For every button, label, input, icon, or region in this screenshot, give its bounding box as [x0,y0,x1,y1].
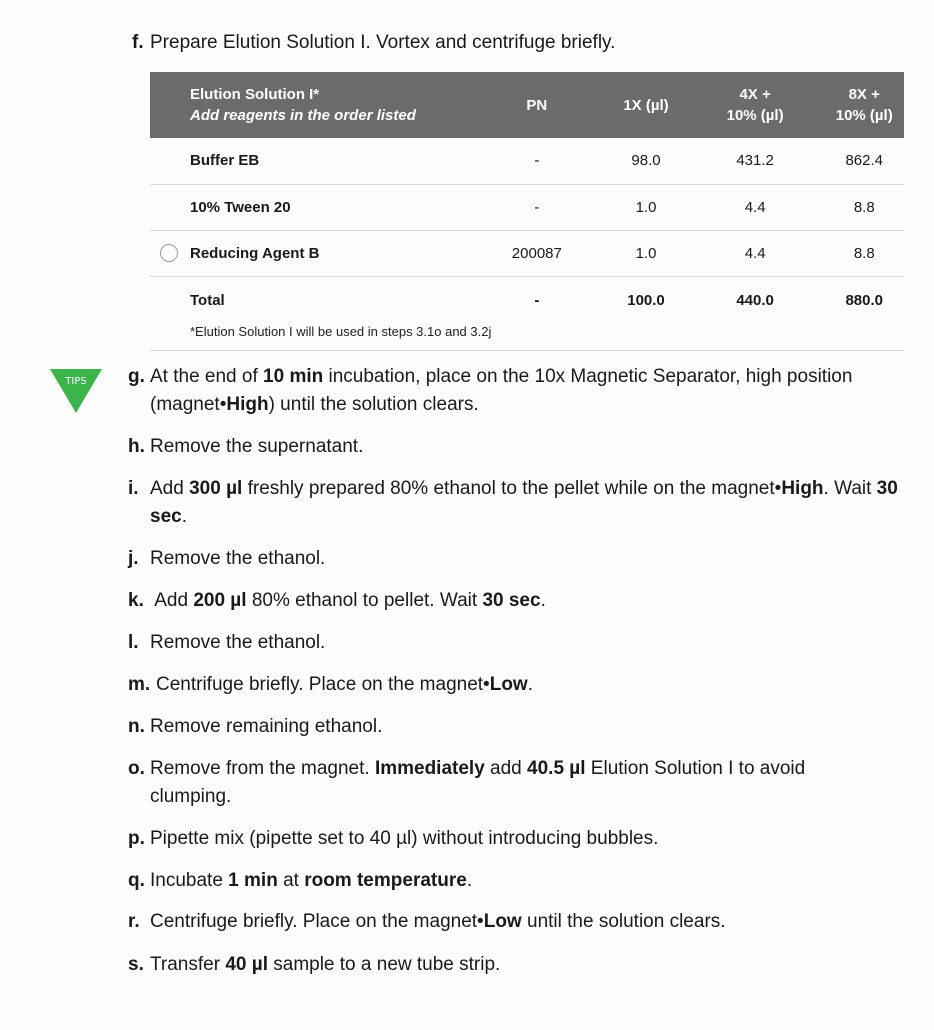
step-i [128,475,908,531]
total-4x: 440.0 [736,291,774,309]
step-text [128,755,848,811]
header-reagent-subtitle: Add reagents in the order listed [190,107,416,124]
header-4x [686,72,825,138]
step-text [128,671,908,699]
step-text-part: sample to a new tube strip. [267,954,501,975]
header-pn: PN [526,96,548,114]
total-pn: - [534,291,540,309]
step-text [128,908,908,936]
reagent-8x: 862.4 [845,152,884,170]
step-text [128,951,908,979]
step-text-bold: High [781,478,824,499]
step-text-part: Centrifuge briefly. Place on the magnet• [156,674,490,695]
step-text-bold: 40.5 µl [527,758,586,779]
step-letter: r. [128,911,140,932]
table-footnote: *Elution Solution I will be used in steps 3.1o and 3.2j [190,324,492,339]
step-letter: k. [128,590,144,611]
step-letter: i. [128,478,139,499]
step-text-bold: room temperature [304,870,467,891]
step-text: Remove the supernatant. [150,436,364,457]
step-text-part: . [466,870,473,891]
reagent-radio-button[interactable] [160,244,178,262]
step-text-part: At the end of [150,366,264,387]
step-text [128,475,908,531]
step-text-bold: High [226,394,269,415]
step-text: Prepare Elution Solution I. Vortex and centrifuge briefly. [150,32,616,53]
reagent-4x: 4.4 [744,244,766,262]
reagent-name-cell [150,230,467,276]
total-8x: 880.0 [845,291,884,309]
table-total-row [150,276,904,324]
header-8x [824,72,904,138]
table-header-row [150,72,904,138]
reagent-8x: 8.8 [853,198,875,216]
step-letter: p. [128,828,145,849]
reagent-pn: - [534,198,540,216]
step-letter: m. [128,674,151,695]
table-row [150,184,904,230]
header-4x-line2: 10% (µl) [726,107,784,124]
reagent-4x: 431.2 [736,152,774,170]
step-text-part: . [181,506,187,527]
step-text-part: at [277,870,305,891]
total-label: Total [190,291,225,309]
step-text: Pipette mix (pipette set to 40 µl) without introducing bubbles. [150,828,659,849]
step-k [128,587,908,615]
tips-icon[interactable] [50,369,102,413]
step-f [132,29,902,57]
step-text-bold: 300 µl [189,478,243,499]
step-text-bold: 10 min [263,366,324,387]
step-text-bold: Low [489,674,528,695]
step-text-part: Add [150,590,194,611]
step-o [128,755,848,811]
step-text-bold: Low [483,911,522,932]
header-4x-line1: 4X + [739,86,771,103]
step-letter: j. [128,548,139,569]
step-text-part: Remove from the magnet. [150,758,375,779]
step-text-bold: 200 µl [193,590,247,611]
step-text [128,363,908,419]
step-text-part: Transfer [150,954,226,975]
step-text-part: add [484,758,528,779]
reagent-1x: 1.0 [635,198,657,216]
total-1x: 100.0 [627,291,665,309]
reagent-name: Buffer EB [190,152,260,170]
reagent-8x: 8.8 [853,244,875,262]
elution-solution-table [150,72,904,351]
step-h [128,433,908,461]
reagent-pn: 200087 [511,244,562,262]
step-text-part: Incubate [150,870,229,891]
step-text-bold: 30 sec [482,590,541,611]
step-text-bold: 30 sec [150,478,898,527]
step-text-part: incubation, place on the 10x Magnetic Separator, high position (magnet• [150,366,853,415]
step-g [128,363,908,419]
step-letter: h. [128,436,145,457]
step-text-part: freshly prepared 80% ethanol to the pellet while on the magnet• [242,478,782,499]
step-r [128,908,908,936]
reagent-4x: 4.4 [744,198,766,216]
step-text [128,867,908,895]
reagent-1x: 1.0 [635,244,657,262]
step-q [128,867,908,895]
step-letter: l. [128,632,139,653]
step-text: Remove the ethanol. [150,548,326,569]
step-text-part: Centrifuge briefly. Place on the magnet• [150,911,484,932]
step-n [128,713,908,741]
table-row [150,230,904,276]
header-8x-line1: 8X + [848,86,880,103]
step-text-bold: 40 µl [225,954,268,975]
step-text-part: Elution Solution I to avoid clumping. [150,758,806,807]
reagent-pn: - [534,152,540,170]
step-text-bold: 1 min [228,870,278,891]
step-text: Remove the ethanol. [150,632,326,653]
step-text-part: Add [150,478,190,499]
step-letter: q. [128,870,145,891]
reagent-name: Reducing Agent B [190,244,320,262]
header-reagent-title: Elution Solution I* [190,86,320,103]
table-row [150,138,904,184]
step-text-part: . [540,590,546,611]
step-text-part: until the solution clears. [521,911,726,932]
step-letter: g. [128,366,145,387]
reagent-name: 10% Tween 20 [190,198,291,216]
reagent-1x: 98.0 [631,152,661,170]
step-s [128,951,908,979]
step-letter: f. [132,32,144,53]
step-text: Remove remaining ethanol. [150,716,383,737]
step-text-part: . [527,674,533,695]
step-text-part: 80% ethanol to pellet. Wait [246,590,483,611]
step-l [128,629,908,657]
tips-label: TIPS [65,376,87,387]
table-footnote-row [150,324,904,350]
step-text-part: ) until the solution clears. [268,394,479,415]
step-letter: o. [128,758,145,779]
step-text [128,587,908,615]
step-letter: s. [128,954,144,975]
step-text-part: . Wait [823,478,877,499]
step-letter: n. [128,716,145,737]
step-p [128,825,908,853]
header-reagent [150,72,467,138]
header-1x: 1X (µl) [623,96,669,114]
step-j [128,545,908,573]
step-m [128,671,908,699]
step-text-bold: Immediately [374,758,485,779]
header-8x-line2: 10% (µl) [835,107,893,124]
